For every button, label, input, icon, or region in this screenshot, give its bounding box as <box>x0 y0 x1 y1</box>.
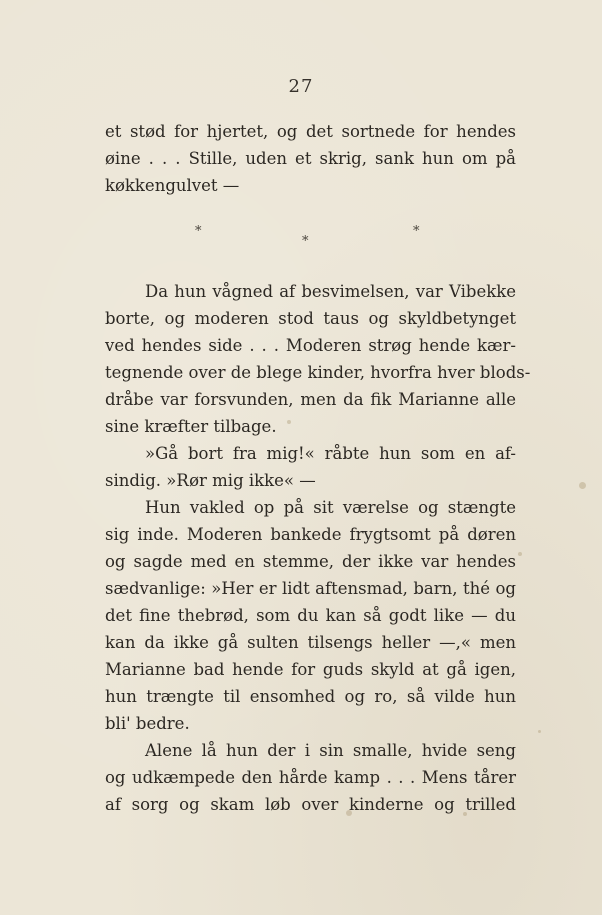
text-line: Hun vakled op på sit værelse og stængte <box>145 498 516 517</box>
page-number: 27 <box>288 76 314 97</box>
section-break-asterisk: * <box>302 234 309 249</box>
paper-speck <box>463 812 467 816</box>
paper-speck <box>518 552 522 556</box>
paper-speck <box>579 482 586 489</box>
main-text <box>105 278 531 818</box>
paper-speck <box>287 420 291 424</box>
paragraph-continuation <box>105 118 516 199</box>
section-break-asterisk: * <box>413 224 420 239</box>
text-line: Alene lå hun der i sin smalle, hvide seng <box>145 741 516 760</box>
text-line: »Gå bort fra mig!« råbte hun som en af- <box>145 444 516 463</box>
text-line: det fine thebrød, som du kan så godt like — du <box>105 606 516 625</box>
text-line: sine kræfter tilbage. <box>105 417 277 436</box>
text-line: et stød for hjertet, og det sortnede for hendes <box>105 122 516 141</box>
text-line: ved hendes side . . . Moderen strøg hende kær- <box>105 336 516 355</box>
text-line: bli' bedre. <box>105 714 190 733</box>
text-line: og udkæmpede den hårde kamp . . . Mens tårer <box>105 768 516 787</box>
text-line: og sagde med en stemme, der ikke var hendes <box>105 552 516 571</box>
text-line: køkkengulvet — <box>105 176 240 195</box>
text-line: sig inde. Moderen bankede frygtsomt på døren <box>105 525 516 544</box>
text-line: sædvanlige: »Her er lidt aftensmad, barn, thé og <box>105 579 516 598</box>
text-line: sindig. »Rør mig ikke« — <box>105 471 316 490</box>
text-line: af sorg og skam løb over kinderne og trilled <box>105 795 516 814</box>
text-line: tegnende over de blege kinder, hvorfra hver blods- <box>105 363 531 382</box>
text-line: øine . . . Stille, uden et skrig, sank hun om på <box>105 149 516 168</box>
text-line: hun trængte til ensomhed og ro, så vilde hun <box>105 687 516 706</box>
text-line: dråbe var forsvunden, men da fik Marianne alle <box>105 390 516 409</box>
text-line: kan da ikke gå sulten tilsengs heller —,« men <box>105 633 516 652</box>
text-line: borte, og moderen stod taus og skyldbetynget <box>105 309 516 328</box>
paper-speck <box>538 730 541 733</box>
section-break-asterisk: * <box>195 224 202 239</box>
text-line: Da hun vågned af besvimelsen, var Vibekke <box>145 282 516 301</box>
paper-speck <box>346 810 352 816</box>
text-line: Marianne bad hende for guds skyld at gå igen, <box>105 660 516 679</box>
